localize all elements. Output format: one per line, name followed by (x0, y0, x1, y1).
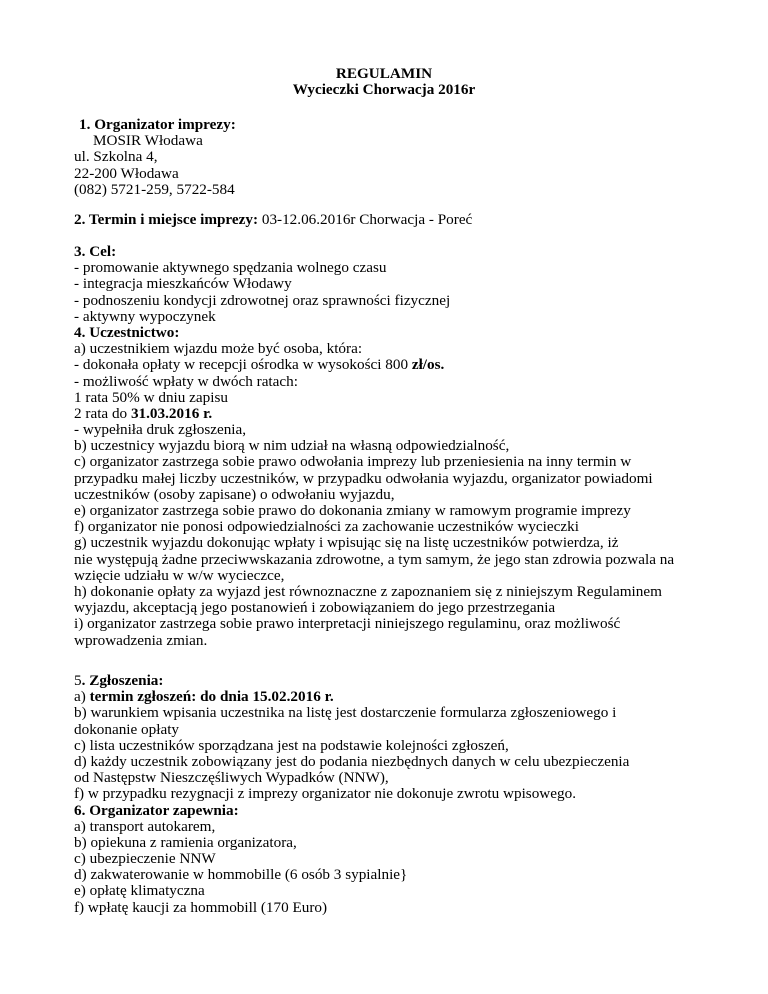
participation-form: - wypełniła druk zgłoszenia, (74, 421, 247, 439)
participation-i2: wprowadzenia zmian. (74, 631, 208, 649)
provides-item: c) ubezpieczenie NNW (74, 850, 216, 868)
provides-item: a) transport autokarem, (74, 817, 216, 835)
participation-g3: wzięcie udziału w w/w wycieczce, (74, 566, 285, 584)
participation-rate2 (74, 406, 704, 422)
participation-c1: c) organizator zastrzega sobie prawo odwołania imprezy lub przeniesienia na inny termin w (74, 453, 632, 471)
provides-item: b) opiekuna z ramienia organizatora, (74, 833, 297, 851)
organizer-name: MOSIR Włodawa (93, 132, 203, 150)
applications-d1: d) każdy uczestnik zobowiązany jest do podania niezbędnych danych w celu ubezpieczenia (74, 752, 630, 770)
applications-b1: b) warunkiem wpisania uczestnika na listę jest dostarczenie formularza zgłoszeniowego i (74, 704, 617, 722)
provides-heading: 6. Organizator zapewnia: (74, 801, 239, 819)
applications-c: c) lista uczestników sporządzana jest na podstawie kolejności zgłoszeń, (74, 736, 509, 754)
participation-g2: nie występują żadne przeciwwskazania zdrowotne, a tym samym, że jego stan zdrowia pozwala na (74, 550, 675, 568)
section-goal (74, 244, 704, 649)
participation-h1: h) dokonanie opłaty za wyjazd jest równoznaczne z zapoznaniem się z niniejszym Regulaminem (74, 582, 662, 600)
goal-item: - promowanie aktywnego spędzania wolnego czasu (74, 259, 387, 277)
participation-f: f) organizator nie ponosi odpowiedzialności za zachowanie uczestników wycieczki (74, 518, 579, 536)
provides-item: d) zakwaterowanie w hommobille (6 osób 3 sypialnie} (74, 866, 408, 884)
participation-rate1: 1 rata 50% w dniu zapisu (74, 388, 228, 406)
document-title: REGULAMIN (335, 65, 433, 82)
term-value: 03-12.06.2016r Chorwacja - Poreć (258, 211, 473, 228)
applications-deadline: termin zgłoszeń: do dnia 15.02.2016 r. (89, 688, 334, 706)
applications-a-prefix: a) (74, 688, 90, 706)
section-organizer (74, 117, 704, 198)
participation-a: a) uczestnikiem wjazdu może być osoba, która: (74, 340, 363, 358)
applications-heading-num: 5 (74, 672, 82, 689)
goal-item: - podnoszeniu kondycji zdrowotnej oraz sprawności fizycznej (74, 291, 451, 309)
applications-b2: dokonanie opłaty (74, 720, 180, 738)
participation-heading: 4. Uczestnictwo: (74, 323, 180, 341)
participation-i1: i) organizator zastrzega sobie prawo interpretacji niniejszego regulaminu, oraz możliwość (74, 615, 621, 633)
participation-c3: uczestników (osoby zapisane) o odwołaniu wyjazdu, (74, 485, 395, 503)
goal-heading: 3. Cel: (74, 243, 117, 260)
participation-h2: wyjazdu, akceptacją jego postanowień i zobowiązaniem do jego przestrzegania (74, 599, 556, 617)
provides-item: f) wpłatę kaucji za hommobill (170 Euro) (74, 898, 328, 916)
rate2-date: 31.03.2016 r. (130, 404, 213, 422)
applications-heading-text: . Zgłoszenia: (81, 672, 164, 689)
fee-unit: zł/os. (411, 356, 445, 374)
section-term (74, 212, 704, 228)
organizer-street: ul. Szkolna 4, (74, 148, 158, 166)
participation-c2: przypadku małej liczby uczestników, w przypadku odwołania wyjazdu, organizator powiadomi (74, 469, 653, 487)
participation-g1: g) uczestnik wyjazdu dokonując wpłaty i wpisując się na listę uczestników potwierdza, iż (74, 534, 619, 552)
fee-text: - dokonała opłaty w recepcji ośrodka w wysokości 800 (74, 356, 412, 374)
organizer-phone: (082) 5721-259, 5722-584 (74, 180, 235, 198)
document-subtitle: Wycieczki Chorwacja 2016r (292, 81, 476, 98)
organizer-heading: 1. Organizator imprezy: (79, 116, 236, 133)
term-heading: 2. Termin i miejsce imprezy: (74, 211, 259, 228)
applications-f: f) w przypadku rezygnacji z imprezy organizator nie dokonuje zwrotu wpisowego. (74, 785, 577, 803)
participation-b: b) uczestnicy wyjazdu biorą w nim udział na własną odpowiedzialność, (74, 437, 510, 455)
applications-d2: od Następstw Nieszczęśliwych Wypadków (NNW), (74, 769, 389, 787)
participation-e: e) organizator zastrzega sobie prawo do dokonania zmiany w ramowym programie imprezy (74, 502, 631, 519)
participation-fee (74, 357, 704, 373)
goal-item: - integracja mieszkańców Włodawy (74, 275, 292, 293)
goal-item: - aktywny wypoczynek (74, 307, 216, 325)
provides-item: e) opłatę klimatyczna (74, 882, 205, 900)
applications-heading (74, 673, 704, 689)
applications-a (74, 689, 704, 705)
section-applications (74, 673, 704, 916)
organizer-city: 22-200 Włodawa (74, 164, 179, 182)
rate2-text: 2 rata do (74, 404, 131, 422)
participation-installments: - możliwość wpłaty w dwóch ratach: (74, 372, 298, 390)
